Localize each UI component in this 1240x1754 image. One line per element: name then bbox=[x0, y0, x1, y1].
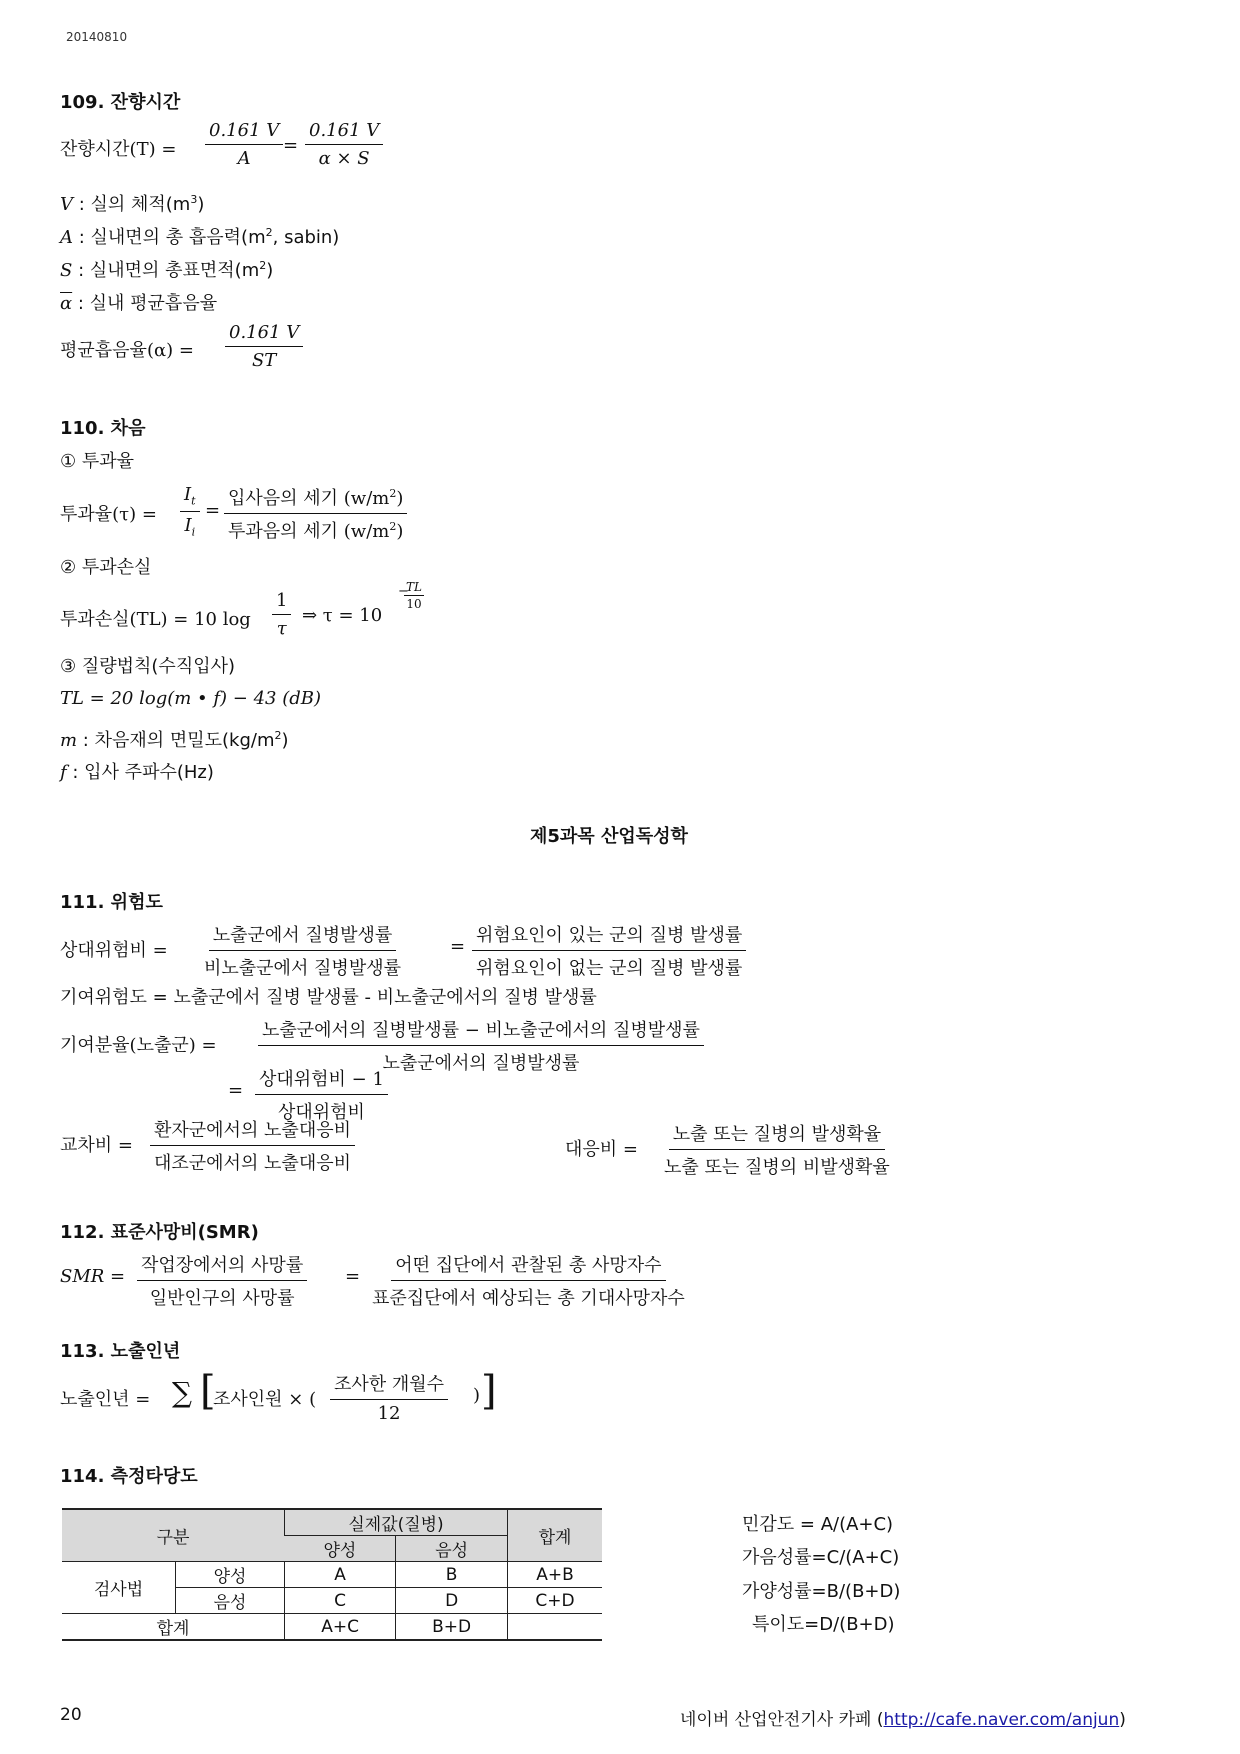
footer-link[interactable]: http://cafe.naver.com/anjun bbox=[883, 1710, 1120, 1730]
mean-abs-fraction bbox=[225, 322, 303, 371]
def-a-text: : 실내면의 총 흡음력(m bbox=[73, 227, 266, 248]
py-sigma: ∑ bbox=[172, 1376, 192, 1409]
py-num: 조사한 개월수 bbox=[330, 1370, 448, 1400]
note-sensitivity: 민감도 = A/(A+C) bbox=[742, 1514, 894, 1535]
def-m-sup: 2 bbox=[274, 729, 282, 742]
or-fraction bbox=[150, 1116, 355, 1175]
footer-credit bbox=[680, 1705, 1126, 1730]
tl-exp-den: 10 bbox=[406, 597, 422, 611]
tl-rhs: ⇒ τ = 10 bbox=[302, 605, 383, 626]
def-f-text: : 입사 주파수(Hz) bbox=[66, 762, 214, 783]
chapter-title: 제5과목 산업독성학 bbox=[530, 826, 688, 847]
tau-f2-num-text: 입사음의 세기 (w/m bbox=[228, 488, 390, 509]
footer-text: 네이버 산업안전기사 카페 ( bbox=[680, 1710, 884, 1730]
tl-fraction bbox=[272, 590, 291, 639]
section-109-title: 109. 잔향시간 bbox=[60, 92, 181, 113]
note-specificity: 특이도=D/(B+D) bbox=[752, 1614, 895, 1635]
py-bracket-left: [ bbox=[200, 1368, 216, 1414]
af-den2: 상대위험비 bbox=[277, 1102, 365, 1123]
def-f-sym: f bbox=[60, 762, 67, 783]
rt-f2-num: 0.161 V bbox=[305, 120, 383, 145]
section-113-title: 113. 노출인년 bbox=[60, 1341, 181, 1362]
th-negative: 음성 bbox=[396, 1536, 508, 1562]
def-m-tail: ) bbox=[281, 730, 289, 751]
mean-abs-num: 0.161 V bbox=[225, 322, 303, 347]
rr-fraction-1 bbox=[200, 921, 405, 980]
tl-lhs: 투과손실(TL) = 10 log bbox=[60, 609, 251, 630]
or-den: 대조군에서의 노출대응비 bbox=[154, 1153, 351, 1174]
th-total: 합계 bbox=[508, 1509, 603, 1562]
tau-fraction-1 bbox=[180, 484, 200, 538]
py-bracket-right: ] bbox=[481, 1368, 497, 1414]
header-date: 20140810 bbox=[66, 30, 128, 44]
smr-fraction-2 bbox=[368, 1251, 689, 1310]
py-inner: 조사인원 × ( bbox=[213, 1389, 317, 1410]
rr-eq: = bbox=[450, 936, 466, 957]
tl-exp-sign: − bbox=[398, 584, 409, 599]
def-s bbox=[60, 256, 273, 282]
rr-f2-den: 위험요인이 없는 군의 질병 발생률 bbox=[476, 958, 743, 979]
smr-f2-num: 어떤 집단에서 관찰된 총 사망자수 bbox=[391, 1251, 665, 1281]
rt-fraction-2 bbox=[305, 120, 383, 169]
validity-table bbox=[62, 1508, 602, 1641]
smr-f2-den: 표준집단에서 예상되는 총 기대사망자수 bbox=[372, 1288, 685, 1309]
section-111-title: 111. 위험도 bbox=[60, 892, 163, 913]
rt-f1-num: 0.161 V bbox=[205, 120, 283, 145]
cell-a: A bbox=[285, 1562, 396, 1588]
def-a-sup: 2 bbox=[265, 226, 273, 239]
def-alpha-text: : 실내 평균흡음율 bbox=[72, 293, 218, 314]
tau-f1-num bbox=[180, 484, 200, 512]
note-false-positive: 가양성률=B/(B+D) bbox=[742, 1581, 901, 1602]
def-s-sym: S bbox=[60, 260, 73, 281]
footer-close: ) bbox=[1119, 1710, 1126, 1730]
cell-empty bbox=[508, 1614, 603, 1641]
tl-num: 1 bbox=[272, 590, 291, 615]
def-s-sup: 2 bbox=[259, 259, 267, 272]
odds-lhs: 대응비 = bbox=[565, 1139, 638, 1160]
def-a-tail: , sabin) bbox=[272, 227, 340, 248]
cell-c-plus-d: C+D bbox=[508, 1588, 603, 1614]
odds-num: 노출 또는 질병의 발생확율 bbox=[669, 1120, 885, 1150]
section-114-title: 114. 측정타당도 bbox=[60, 1466, 198, 1487]
tau-lhs: 투과율(τ) = bbox=[60, 504, 157, 525]
def-s-tail: ) bbox=[266, 260, 274, 281]
def-v-sup: 3 bbox=[190, 193, 198, 206]
py-close: ) bbox=[473, 1385, 481, 1406]
note-false-negative: 가음성률=C/(A+C) bbox=[742, 1547, 900, 1568]
tau-f2-den-sup: 2 bbox=[389, 520, 397, 533]
def-f bbox=[60, 758, 214, 784]
rt-f1-den: A bbox=[237, 148, 251, 169]
def-alpha bbox=[60, 289, 217, 315]
def-v bbox=[60, 190, 204, 216]
tau-f1-den-sym: I bbox=[184, 514, 192, 536]
rt-f2-den: α × S bbox=[318, 148, 370, 169]
tau-f2-num bbox=[224, 484, 407, 514]
th-actual: 실제값(질병) bbox=[285, 1509, 508, 1536]
tau-f1-num-sub: t bbox=[191, 494, 196, 508]
tau-f2-num-close: ) bbox=[396, 488, 404, 509]
item-mass-law: ③ 질량법칙(수직입사) bbox=[60, 656, 236, 677]
item-transmission: ① 투과율 bbox=[60, 451, 135, 472]
tau-f2-den-text: 투과음의 세기 (w/m bbox=[228, 521, 390, 542]
mean-abs-lhs: 평균흡음율(α) = bbox=[60, 340, 194, 361]
def-s-text: : 실내면의 총표면적(m bbox=[72, 260, 260, 281]
tau-f1-num-sym: I bbox=[184, 484, 192, 505]
rr-fraction-2 bbox=[472, 921, 746, 980]
smr-lhs: SMR = bbox=[60, 1266, 126, 1287]
def-v-tail: ) bbox=[197, 194, 205, 215]
py-den: 12 bbox=[377, 1403, 401, 1424]
smr-fraction-1 bbox=[137, 1251, 307, 1310]
def-v-sym: V bbox=[60, 194, 73, 215]
mass-law-formula: TL = 20 log(m • f) − 43 (dB) bbox=[60, 688, 322, 709]
def-alpha-sym: $\overline{\alpha}$ bbox=[60, 293, 73, 314]
cell-c: C bbox=[285, 1588, 396, 1614]
rr-f1-den: 비노출군에서 질병발생률 bbox=[204, 958, 401, 979]
th-group: 구분 bbox=[62, 1509, 285, 1562]
py-fraction bbox=[330, 1370, 448, 1424]
tau-f2-num-sup: 2 bbox=[389, 487, 397, 500]
row-positive-label: 양성 bbox=[176, 1562, 285, 1588]
cell-d: D bbox=[396, 1588, 508, 1614]
tau-eq: = bbox=[205, 500, 221, 521]
rt-fraction-1 bbox=[205, 120, 283, 169]
cell-b-plus-d: B+D bbox=[396, 1614, 508, 1641]
cell-a-plus-b: A+B bbox=[508, 1562, 603, 1588]
tau-f1-den bbox=[180, 512, 199, 539]
mean-abs-den: ST bbox=[251, 350, 277, 371]
or-num: 환자군에서의 노출대응비 bbox=[150, 1116, 355, 1146]
tl-exp-num: TL bbox=[406, 580, 422, 594]
def-a-sym: A bbox=[60, 227, 73, 248]
section-110-title: 110. 차음 bbox=[60, 418, 146, 439]
or-lhs: 교차비 = bbox=[60, 1135, 133, 1156]
py-lhs: 노출인년 = bbox=[60, 1389, 151, 1410]
def-m-sym: m bbox=[60, 730, 78, 751]
tau-f1-den-sub: i bbox=[191, 525, 196, 539]
rr-f1-num: 노출군에서 질병발생률 bbox=[209, 921, 397, 951]
odds-fraction bbox=[660, 1120, 894, 1179]
def-m-text: : 차음재의 면밀도(kg/m bbox=[77, 730, 275, 751]
attributable-risk: 기여위험도 = 노출군에서 질병 발생률 - 비노출군에서의 질병 발생률 bbox=[60, 987, 597, 1008]
section-112-title: 112. 표준사망비(SMR) bbox=[60, 1222, 259, 1243]
cell-b: B bbox=[396, 1562, 508, 1588]
tau-f2-den-close: ) bbox=[396, 521, 404, 542]
tau-f2-den bbox=[224, 514, 407, 543]
def-v-text: : 실의 체적(m bbox=[73, 194, 191, 215]
row-negative-label: 음성 bbox=[176, 1588, 285, 1614]
def-m bbox=[60, 726, 289, 752]
row-total-label: 합계 bbox=[62, 1614, 285, 1641]
af-num: 노출군에서의 질병발생률 − 비노출군에서의 질병발생률 bbox=[258, 1016, 704, 1046]
th-positive: 양성 bbox=[285, 1536, 396, 1562]
row-group-label: 검사법 bbox=[62, 1562, 176, 1614]
af-eq2: = bbox=[228, 1080, 244, 1101]
def-a bbox=[60, 223, 339, 249]
rr-lhs: 상대위험비 = bbox=[60, 940, 168, 961]
rr-f2-num: 위험요인이 있는 군의 질병 발생률 bbox=[472, 921, 746, 951]
rt-eq: = bbox=[283, 135, 299, 156]
rt-lhs: 잔향시간(T) = bbox=[60, 139, 177, 160]
tau-fraction-2 bbox=[224, 484, 407, 543]
smr-eq: = bbox=[345, 1266, 361, 1287]
item-transmission-loss: ② 투과손실 bbox=[60, 557, 152, 578]
af-lhs: 기여분율(노출군) = bbox=[60, 1035, 217, 1056]
af-den: 노출군에서의 질병발생률 bbox=[382, 1053, 580, 1074]
tl-exp-fraction bbox=[404, 580, 424, 611]
smr-f1-num: 작업장에서의 사망률 bbox=[137, 1251, 307, 1281]
cell-a-plus-c: A+C bbox=[285, 1614, 396, 1641]
smr-f1-den: 일반인구의 사망률 bbox=[149, 1288, 295, 1309]
odds-den: 노출 또는 질병의 비발생확율 bbox=[664, 1157, 890, 1178]
page-number: 20 bbox=[60, 1705, 82, 1725]
tl-den: τ bbox=[276, 618, 287, 639]
af-num2: 상대위험비 − 1 bbox=[255, 1065, 388, 1095]
